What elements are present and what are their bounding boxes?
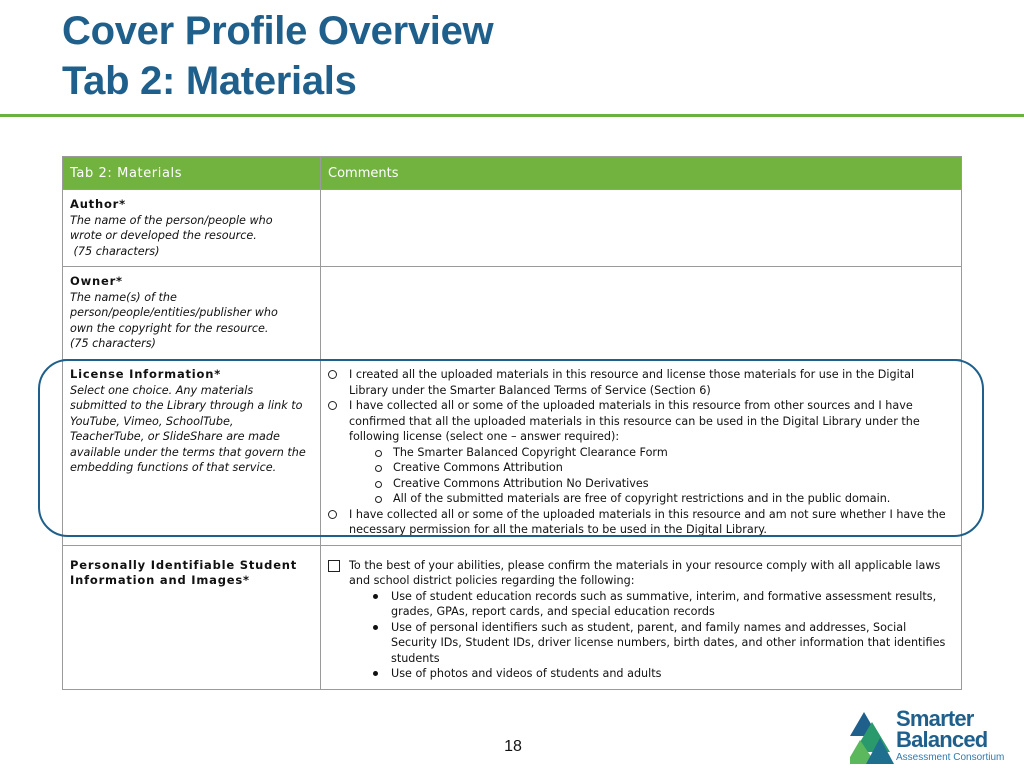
desc-line: embedding functions of that service. — [70, 461, 277, 474]
owner-description — [70, 290, 313, 352]
pii-compliance-checkbox[interactable] — [328, 558, 954, 682]
author-description — [70, 213, 313, 260]
desc-line: The name of the person/people who — [70, 213, 273, 227]
license-label: License Information* — [70, 367, 222, 381]
list-item — [371, 666, 954, 682]
desc-line: (75 characters) — [70, 244, 160, 258]
smarter-balanced-logo — [850, 708, 1022, 766]
bullet-dot-icon — [373, 625, 378, 630]
owner-field-cell — [63, 267, 321, 360]
list-item — [371, 620, 954, 667]
sub-option-label: All of the submitted materials are free of copyright restrictions and in the public domain. — [393, 492, 891, 505]
sub-option-label: Creative Commons Attribution No Derivatives — [393, 476, 649, 490]
table-header-row — [63, 157, 962, 190]
sub-option-label: Creative Commons Attribution — [393, 461, 563, 474]
pii-field-cell — [63, 545, 321, 689]
list-item — [371, 589, 954, 620]
bullet-text: Use of student education records such as summative, interim, and formative assessment results, grades, GPAs, report cards, and special education records — [391, 589, 937, 618]
table-row-owner — [63, 267, 962, 360]
checkbox-label: To the best of your abilities, please confirm the materials in your resource comply with all applicable laws and school district policies regarding the following: — [349, 558, 941, 587]
owner-comments-cell — [321, 267, 962, 360]
table-row-pii — [63, 545, 962, 689]
owner-label: Owner* — [70, 274, 123, 288]
pii-label — [70, 558, 313, 589]
sub-option-label: The Smarter Balanced Copyright Clearance Form — [393, 445, 668, 459]
page-number: 18 — [504, 738, 522, 755]
pii-label-line: Information and Images* — [70, 573, 250, 587]
desc-line: available under the terms that govern the — [70, 445, 306, 459]
logo-line-3: Assessment Consortium — [896, 752, 1005, 763]
desc-line: person/people/entities/publisher who — [70, 306, 278, 319]
checkbox-icon[interactable] — [328, 560, 340, 572]
logo-line-2: Balanced — [896, 727, 988, 752]
header-tab-materials: Tab 2: Materials — [63, 157, 321, 190]
pii-bullet-list — [349, 589, 954, 682]
desc-line: YouTube, Vimeo, SchoolTube, — [70, 414, 234, 428]
author-field-cell — [63, 190, 321, 267]
pii-label-line: Personally Identifiable Student — [70, 557, 298, 572]
pii-checkbox-group — [328, 558, 954, 682]
table-row-author — [63, 190, 962, 267]
triangles-logo-icon — [850, 712, 894, 764]
bullet-text: Use of personal identifiers such as student, parent, and family names and addresses, Social Security IDs, Student IDs, driver license numbers, birth dates, and other information that identifies students — [391, 620, 946, 665]
desc-line: submitted to the Library through a link to — [70, 399, 303, 412]
pii-comments-cell — [321, 545, 962, 689]
desc-line: TeacherTube, or SlideShare are made — [70, 430, 280, 443]
option-label: I created all the uploaded materials in this resource and license those materials for use in the Digital Library under the Smarter Balanced Terms of Service (Section 6) — [349, 368, 915, 397]
title-line-1: Cover Profile Overview — [62, 9, 494, 53]
author-label: Author* — [70, 197, 126, 211]
slide-title — [62, 6, 493, 106]
logo-line-1: Smarter — [896, 706, 974, 731]
bullet-dot-icon — [373, 594, 378, 599]
desc-line: (75 characters) — [70, 337, 156, 350]
option-label: I have collected all or some of the uploaded materials in this resource and am not sure whether I have the necessary permission for all the materials to be used in the Digital Library. — [349, 507, 946, 536]
desc-line: wrote or developed the resource. — [70, 229, 257, 242]
desc-line: The name(s) of the — [70, 290, 177, 304]
option-label: I have collected all or some of the uploaded materials in this resource from other sources and I have confirmed that all the uploaded materials in this resource can be used in the Digital Library under the following license (select one – answer required): — [349, 399, 920, 443]
author-comments-cell — [321, 190, 962, 267]
bullet-text: Use of photos and videos of students and adults — [391, 667, 662, 680]
title-line-2: Tab 2: Materials — [62, 59, 357, 103]
title-divider — [0, 114, 1024, 117]
desc-line: Select one choice. Any materials — [70, 383, 254, 397]
bullet-dot-icon — [373, 671, 378, 676]
header-comments: Comments — [321, 157, 962, 190]
license-highlight-outline — [38, 359, 984, 537]
desc-line: own the copyright for the resource. — [70, 321, 269, 335]
